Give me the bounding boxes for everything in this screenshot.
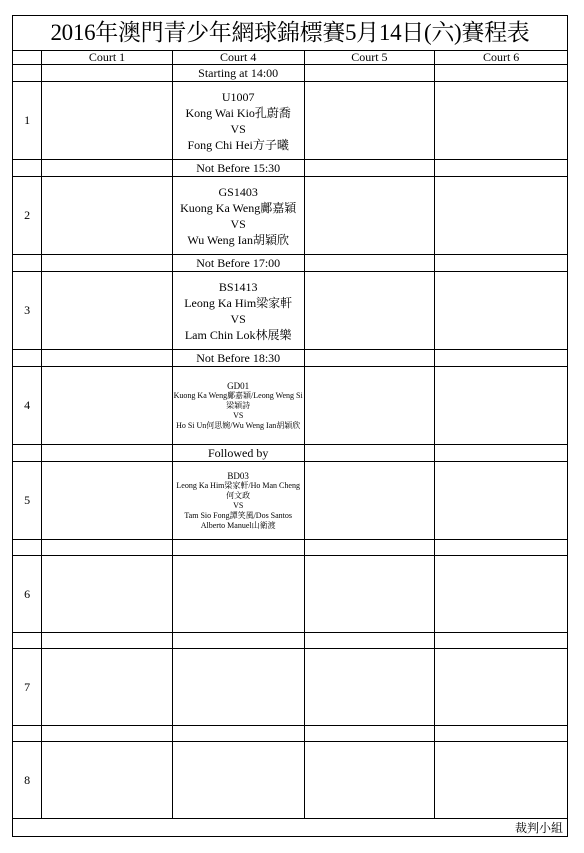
- time-slot: Not Before 15:30: [172, 160, 304, 177]
- match-code: BS1413: [218, 279, 258, 294]
- match-row: [13, 742, 568, 819]
- match-row: [13, 272, 568, 350]
- player-one: Leong Ka Him梁家軒/Ho Man Cheng何文政: [176, 480, 300, 500]
- court-header: Court 1: [42, 51, 173, 65]
- match-cell: [172, 272, 304, 350]
- player-one: Kuong Ka Weng鄺嘉穎: [180, 200, 297, 215]
- player-two: Lam Chin Lok林展樂: [184, 327, 292, 342]
- player-two: Fong Chi Hei方子曦: [187, 137, 289, 152]
- court-header: Court 5: [304, 51, 435, 65]
- match-cell: [172, 367, 304, 445]
- match-row: [13, 367, 568, 445]
- round-number: 1: [13, 82, 42, 160]
- time-row: [13, 65, 568, 82]
- round-number: 3: [13, 272, 42, 350]
- time-row: [13, 445, 568, 462]
- footer-signature: 裁判小組: [13, 819, 568, 837]
- match-code: U1007: [221, 89, 255, 104]
- versus-label: VS: [230, 121, 246, 136]
- versus-label: VS: [233, 500, 244, 510]
- schedule-table: [12, 15, 568, 837]
- versus-label: VS: [230, 311, 246, 326]
- court-header: Court 6: [435, 51, 568, 65]
- header-row: [13, 51, 568, 65]
- match-code: BD03: [227, 470, 249, 481]
- match-code: GD01: [227, 380, 250, 391]
- schedule-sheet: [12, 15, 568, 837]
- time-slot: Starting at 14:00: [172, 65, 304, 82]
- round-number: 7: [13, 649, 42, 726]
- player-two: Ho Si Un何思婉/Wu Weng Ian胡穎欣: [176, 420, 301, 430]
- match-row: [13, 556, 568, 633]
- page-title: 2016年澳門青少年網球錦標賽5月14日(六)賽程表: [13, 16, 568, 51]
- player-two: Tam Sio Fong譚笑風/Dos Santos Alberto Manuel山衛渡: [184, 510, 293, 530]
- match-row: [13, 177, 568, 255]
- time-row: [13, 160, 568, 177]
- versus-label: VS: [230, 216, 246, 231]
- time-row: [13, 540, 568, 556]
- time-row: [13, 633, 568, 649]
- time-slot: Not Before 18:30: [172, 350, 304, 367]
- match-row: [13, 82, 568, 160]
- player-one: Kuong Ka Weng鄺嘉穎/Leong Weng Si梁穎詩: [173, 390, 303, 410]
- court-header: Court 4: [172, 51, 304, 65]
- header-blank: [13, 51, 42, 65]
- match-code: GS1403: [218, 184, 258, 199]
- versus-label: VS: [233, 410, 244, 420]
- round-number: 4: [13, 367, 42, 445]
- round-number: 8: [13, 742, 42, 819]
- match-cell: [172, 177, 304, 255]
- round-number: 2: [13, 177, 42, 255]
- match-cell: [172, 462, 304, 540]
- round-number: 6: [13, 556, 42, 633]
- time-row: [13, 350, 568, 367]
- round-number: 5: [13, 462, 42, 540]
- time-slot: Followed by: [172, 445, 304, 462]
- time-row: [13, 255, 568, 272]
- time-slot: Not Before 17:00: [172, 255, 304, 272]
- time-row: [13, 726, 568, 742]
- match-row: [13, 649, 568, 726]
- match-cell: [172, 82, 304, 160]
- player-one: Kong Wai Kio孔蔚喬: [185, 105, 291, 120]
- player-one: Leong Ka Him梁家軒: [184, 295, 293, 310]
- player-two: Wu Weng Ian胡穎欣: [187, 232, 289, 247]
- match-row: [13, 462, 568, 540]
